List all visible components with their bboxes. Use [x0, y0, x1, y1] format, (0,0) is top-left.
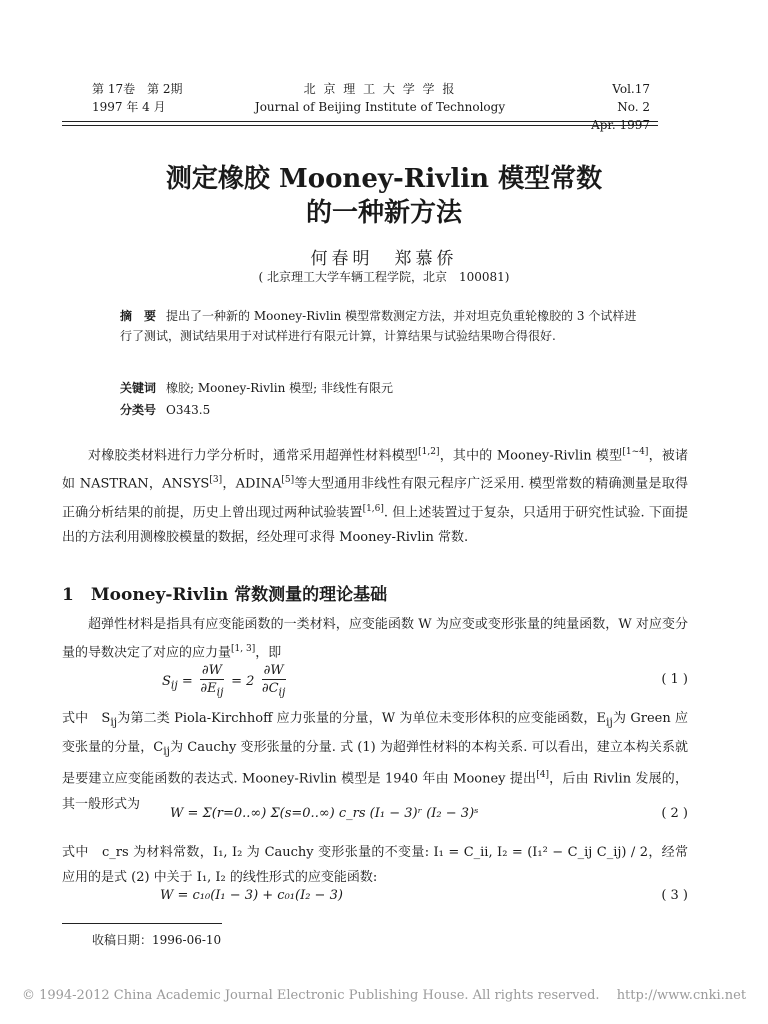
body-text: 式中 S	[62, 711, 111, 726]
volume-label-en: Vol.17 No. 2	[612, 82, 663, 114]
keywords	[120, 378, 640, 398]
equation-3: W = c₁₀(I₁ − 3) + c₀₁(I₂ − 3)	[160, 888, 343, 903]
body-text: ，后由 Rivlin 发展的，其一般形式为	[62, 771, 688, 812]
received-date: 收稿日期：1996-06-10	[92, 933, 222, 947]
journal-name-en: Journal of Beijing Institute of Technology	[254, 100, 506, 114]
eq-sub: ij	[278, 685, 286, 699]
authors: 何春明 郑慕侨	[310, 249, 458, 269]
journal-name	[230, 80, 530, 116]
eq-den-symbol: ∂E	[200, 681, 217, 696]
intro-text: ，其中的 Mooney-Rivlin 模型	[439, 448, 623, 464]
eq-denominator	[262, 680, 286, 701]
intro-paragraph	[62, 440, 688, 550]
citation: [4]	[536, 770, 549, 781]
date-label: 1997 年 4 月	[92, 100, 166, 114]
citation: [5]	[281, 475, 295, 486]
header-rule-thin	[62, 125, 658, 126]
citation: [1,2]	[418, 447, 440, 457]
abstract-label: 摘 要	[120, 309, 157, 323]
classification-label: 分类号	[120, 403, 157, 417]
affiliation: ( 北京理工大学车辆工程学院，北京 100081)	[258, 270, 510, 284]
citation: [1~4]	[622, 447, 649, 457]
journal-name-cn: 北 京 理 工 大 学 学 报	[303, 82, 457, 96]
keywords-label: 关键词	[120, 381, 157, 395]
eq-sub: ij	[605, 715, 613, 729]
keywords-text: 橡胶; Mooney-Rivlin 模型; 非线性有限元	[166, 381, 394, 395]
citation: [3]	[209, 475, 223, 486]
equation-number: ( 2 )	[661, 806, 688, 821]
copyright-notice: © 1994-2012 China Academic Journal Electronic Publishing House. All rights reserved. http://www.cnki.net	[21, 988, 747, 1003]
intro-text: 对橡胶类材料进行力学分析时，通常采用超弹性材料模型	[88, 448, 419, 464]
citation: [1,6]	[362, 503, 384, 514]
classification	[120, 400, 640, 420]
eq-lhs: S	[162, 673, 171, 689]
equation-number: ( 1 )	[661, 672, 688, 687]
equation-2: W = Σ(r=0..∞) Σ(s=0..∞) c_rs (I₁ − 3)ʳ (I₂ − 3)ˢ	[170, 806, 479, 821]
body-text: 为 Green 应变张量的分量，C	[62, 711, 688, 755]
eq-equals: =	[181, 673, 197, 689]
eq-numerator: ∂W	[201, 663, 222, 678]
section-heading: 1 Mooney-Rivlin 常数测量的理论基础	[62, 585, 388, 605]
eq-sub: ij	[216, 685, 224, 699]
volume-label: 第 17卷 第 2期	[92, 82, 183, 96]
body-text: 为 Cauchy 变形张量的分量. 式 (1) 为超弹性材料的本构关系. 可以看出，建立本构关系就是要建立应变能函数的表达式. Mooney-Rivlin 模型是 1940 年由 Mooney 提出	[62, 739, 688, 787]
body-text: 为第二类 Piola-Kirchhoff 应力张量的分量，W 为单位未变形体积的应变能函数，E	[117, 711, 606, 726]
abstract	[120, 306, 640, 346]
intro-text: ，被诸如 NASTRAN，ANSYS	[62, 448, 688, 492]
eq-numerator: ∂W	[263, 663, 284, 678]
section1-paragraph-1	[62, 612, 688, 665]
title-line-2: 的一种新方法	[305, 198, 462, 228]
equation-1	[162, 662, 289, 701]
intro-text: 等大型通用非线性有限元程序广泛采用. 模型常数的精确测量是取得正确分析结果的前提，历史上曾出现过两种试验装置	[62, 476, 688, 520]
title-line-1: 测定橡胶 Mooney-Rivlin 模型常数	[165, 164, 603, 194]
footnote-rule	[62, 923, 222, 924]
body-text: ，即	[255, 645, 282, 661]
eq-fraction	[200, 662, 224, 701]
paper-title	[0, 162, 768, 230]
equation-number: ( 3 )	[661, 888, 688, 903]
intro-text: . 但上述装置过于复杂，只适用于研究性试验. 下面提出的方法利用测橡胶模量的数据，经处理可求得 Mooney-Rivlin 常数.	[62, 504, 688, 545]
eq-denominator	[200, 680, 224, 701]
header-rule	[62, 121, 658, 122]
volume-issue	[92, 80, 183, 116]
eq-sub: ij	[163, 744, 171, 758]
section1-paragraph-2	[62, 706, 688, 817]
eq-sub: ij	[110, 715, 118, 729]
eq-den-symbol: ∂C	[261, 681, 279, 696]
citation: [1, 3]	[231, 644, 256, 654]
date-label-en: Apr. 1997	[591, 118, 650, 132]
intro-text: ，ADINA	[222, 476, 282, 492]
eq-middle: = 2	[231, 673, 255, 689]
section1-paragraph-3: 式中 c_rs 为材料常数，I₁, I₂ 为 Cauchy 变形张量的不变量: I₁ = C_ii, I₂ = (I₁² − C_ij C_ij) / 2，经常应用的是式 (2) 中关于 I₁, I₂ 的线性形式的应变能函数:	[62, 845, 688, 885]
classification-text: O343.5	[166, 403, 211, 417]
abstract-text: 提出了一种新的 Mooney-Rivlin 模型常数测定方法，并对坦克负重轮橡胶的 3 个试样进行了测试，测试结果用于对试样进行有限元计算，计算结果与试验结果吻合得很好.	[120, 309, 637, 343]
eq-fraction	[262, 662, 286, 701]
eq-sub: ij	[170, 678, 178, 692]
body-text: 超弹性材料是指具有应变能函数的一类材料，应变能函数 W 为应变或变形张量的纯量函数，W 对应变分量的导数决定了对应的应力量	[62, 617, 688, 661]
